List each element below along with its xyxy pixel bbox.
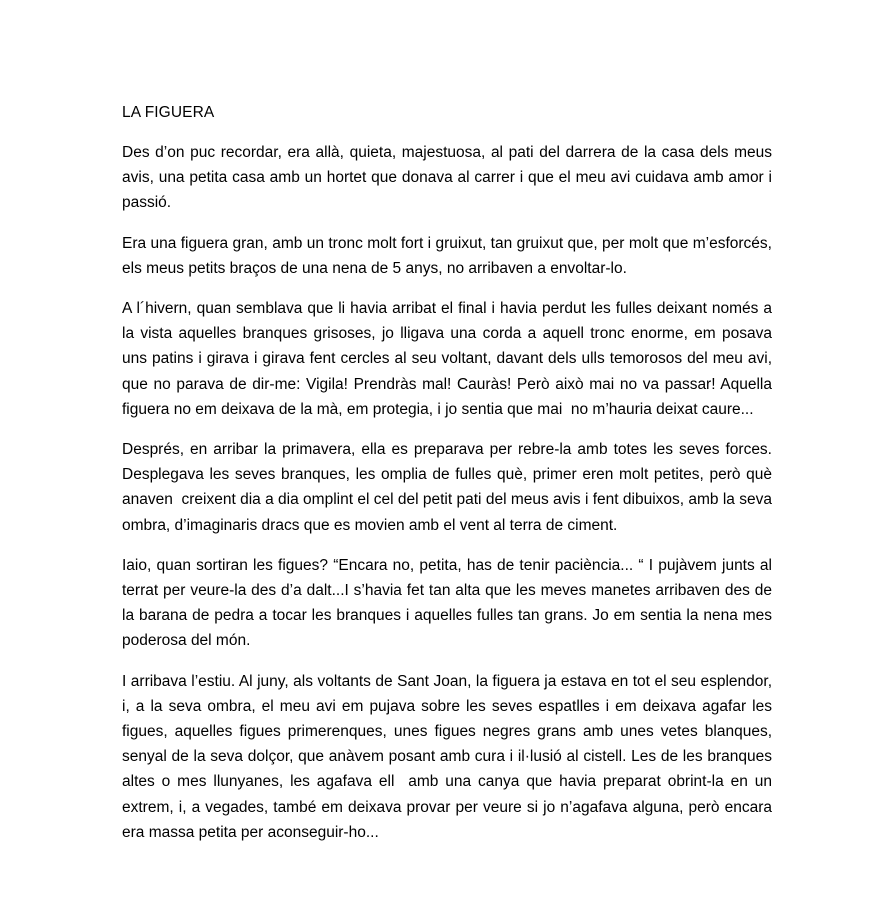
body-paragraph: Era una figuera gran, amb un tronc molt fort i gruixut, tan gruixut que, per molt que m’esforcés, els meus petits braços de una nena de 5 anys, no arribaven a envoltar-lo. [122, 234, 777, 277]
body-paragraph: I arribava l’estiu. Al juny, als voltants de Sant Joan, la figuera ja estava en tot el seu esplendor, i, a la seva ombra, el meu avi em pujava sobre les seves espatlles i em deixava agafar les figues, aquelles figues primerenques, unes figues negres grans amb unes vetes blanques, senyal de la seva dolçor, que anàvem posant amb cura i il·lusió al cistell. Les de les branques altes o mes llunyanes, les agafava ell amb una canya que havia preparat obrint-la en un extrem, i, a vegades, també em deixava provar per veure si jo n’agafava alguna, però encara era massa petita per aconseguir-ho... [122, 672, 777, 841]
body-paragraph: Després, en arribar la primavera, ella es preparava per rebre-la amb totes les seves forces. Desplegava les seves branques, les omplia de fulles què, primer eren molt petites, però què anaven creixent dia a dia omplint el cel del petit pati del meus avis i fent dibuixos, amb la seva ombra, d’imaginaris dracs que es movien amb el vent al terra de ciment. [122, 441, 777, 534]
page-title: LA FIGUERA [122, 104, 215, 121]
body-paragraph: A l´hivern, quan semblava que li havia arribat el final i havia perdut les fulles deixant només a la vista aquelles branques grisoses, jo lligava una corda a aquell tronc enorme, em posava uns patins i girava i girava fent cercles al seu voltant, davant dels ulls temorosos del meu avi, que no parava de dir-me: Vigila! Prendràs mal! Cauràs! Però això mai no va passar! Aquella figuera no em deixava de la mà, em protegia, i jo sentia que mai no m’hauria deixat caure... [122, 300, 777, 418]
body-paragraph: Des d’on puc recordar, era allà, quieta, majestuosa, al pati del darrera de la casa dels meus avis, una petita casa amb un hortet que donava al carrer i que el meu avi cuidava amb amor i passió. [122, 144, 777, 212]
body-paragraph: Iaio, quan sortiran les figues? “Encara no, petita, has de tenir paciència... “ I pujàvem junts al terrat per veure-la des d’a dalt...I s’havia fet tan alta que les meves manetes arribaven des de la barana de pedra a tocar les branques i aquelles fulles tan grans. Jo em sentia la nena mes poderosa del món. [122, 556, 777, 650]
